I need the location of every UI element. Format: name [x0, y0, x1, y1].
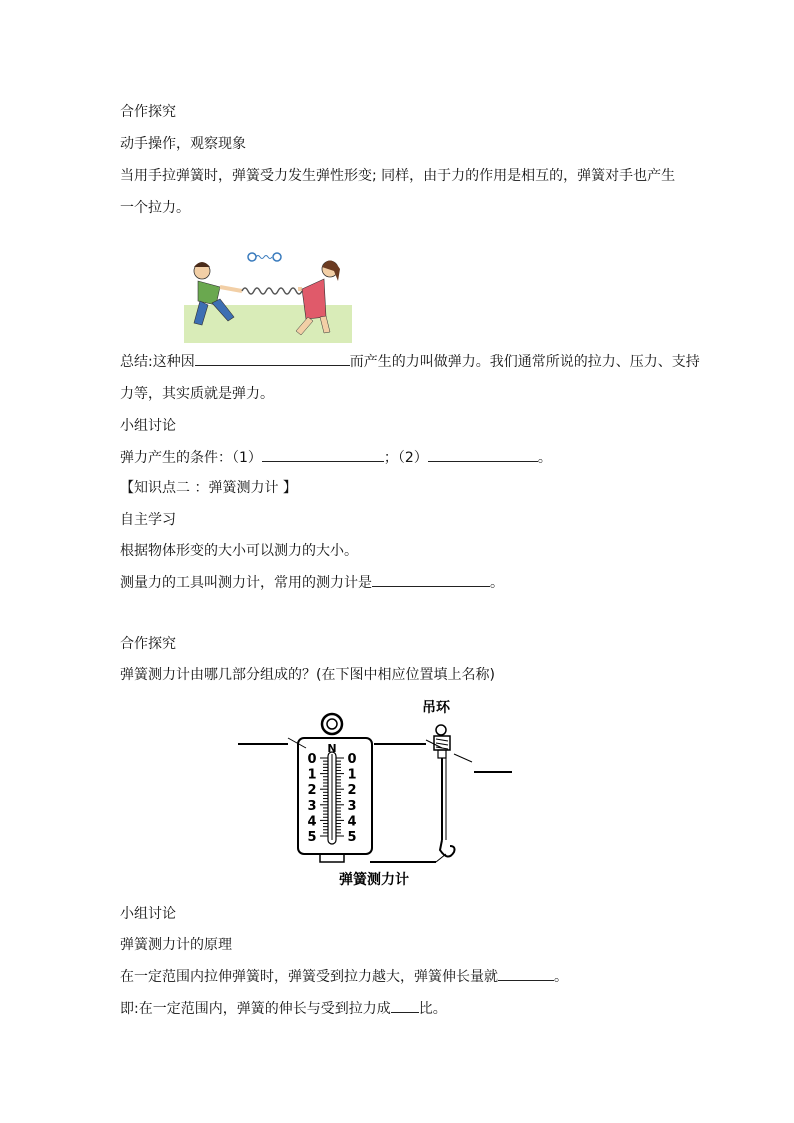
side-ring [436, 725, 446, 735]
principle-line1-end: 。 [554, 969, 568, 985]
discussion1-heading: 小组讨论 [120, 418, 176, 434]
unit-label: N [327, 742, 337, 755]
principle-line2-end: 比。 [418, 1001, 447, 1017]
spring-pull-illustration [184, 243, 352, 343]
scale-number-right-3: 3 [347, 798, 357, 814]
scale-number-left-4: 4 [307, 814, 317, 830]
scale-number-right-4: 4 [347, 814, 357, 830]
conditions-end: 。 [537, 450, 552, 466]
summary-blank[interactable] [195, 351, 350, 366]
section1-paragraph-line2: 一个拉力。 [120, 200, 190, 216]
principle-title: 弹簧测力计的原理 [120, 937, 232, 953]
conditions-prefix: 弹力产生的条件：（1） [120, 450, 262, 466]
proportion-blank[interactable] [391, 998, 419, 1013]
scale-number-left-3: 3 [307, 798, 317, 814]
condition2-blank[interactable] [428, 447, 538, 462]
condition1-blank[interactable] [262, 447, 384, 462]
scale-number-left-2: 2 [307, 783, 317, 799]
knowledge2-line2 [120, 572, 504, 593]
principle-line1-prefix: 在一定范围内拉伸弹簧时，弹簧受到拉力越大，弹簧伸长量就 [120, 969, 498, 985]
scale-number-right-5: 5 [347, 830, 357, 845]
summary-suffix: 而产生的力叫做弹力。我们通常所说的拉力、压力、支持 [349, 354, 700, 370]
ring-label: 吊环 [422, 700, 450, 716]
knowledge2-title: 【知识点二 ：弹簧测力计 】 [120, 480, 297, 496]
extension-blank[interactable] [498, 966, 554, 981]
knowledge2-line2-end: 。 [490, 575, 504, 591]
conditions-middle: ；（2） [383, 450, 428, 466]
spring-scale-diagram [236, 692, 526, 892]
scale-number-left-1: 1 [307, 767, 317, 783]
scale-number-left-5: 5 [307, 830, 317, 845]
section1-subheading: 动手操作，观察现象 [120, 136, 246, 152]
summary-line2: 力等，其实质就是弹力。 [120, 386, 274, 402]
principle-line2 [120, 998, 447, 1019]
force-meter-blank[interactable] [372, 572, 490, 587]
elastic-force-conditions [120, 447, 552, 468]
summary-prefix: 总结:这种因 [120, 354, 195, 370]
summary-line1 [120, 351, 700, 372]
scale-number-right-2: 2 [347, 783, 357, 799]
scale-number-right-1: 1 [347, 767, 357, 783]
section2-question: 弹簧测力计由哪几部分组成的？(在下图中相应位置填上名称) [120, 667, 495, 683]
section1-heading: 合作探究 [120, 104, 176, 120]
side-hook [440, 840, 455, 857]
self-study-heading: 自主学习 [120, 512, 176, 528]
section2-heading: 合作探究 [120, 636, 176, 652]
knowledge2-line2-prefix: 测量力的工具叫测力计，常用的测力计是 [120, 575, 372, 591]
section1-paragraph-line1: 当用手拉弹簧时，弹簧受力发生弹性形变; 同样，由于力的作用是相互的，弹簧对手也产生 [120, 168, 676, 184]
discussion2-heading: 小组讨论 [120, 906, 176, 922]
diagram-caption: 弹簧测力计 [339, 872, 409, 888]
hanging-ring [322, 714, 342, 734]
knowledge2-line1: 根据物体形变的大小可以测力的大小。 [120, 543, 358, 559]
scale-number-left-0: 0 [307, 752, 317, 767]
principle-line1 [120, 966, 568, 987]
principle-line2-prefix: 即:在一定范围内，弹簧的伸长与受到拉力成 [120, 1001, 391, 1017]
scale-number-right-0: 0 [347, 752, 357, 767]
